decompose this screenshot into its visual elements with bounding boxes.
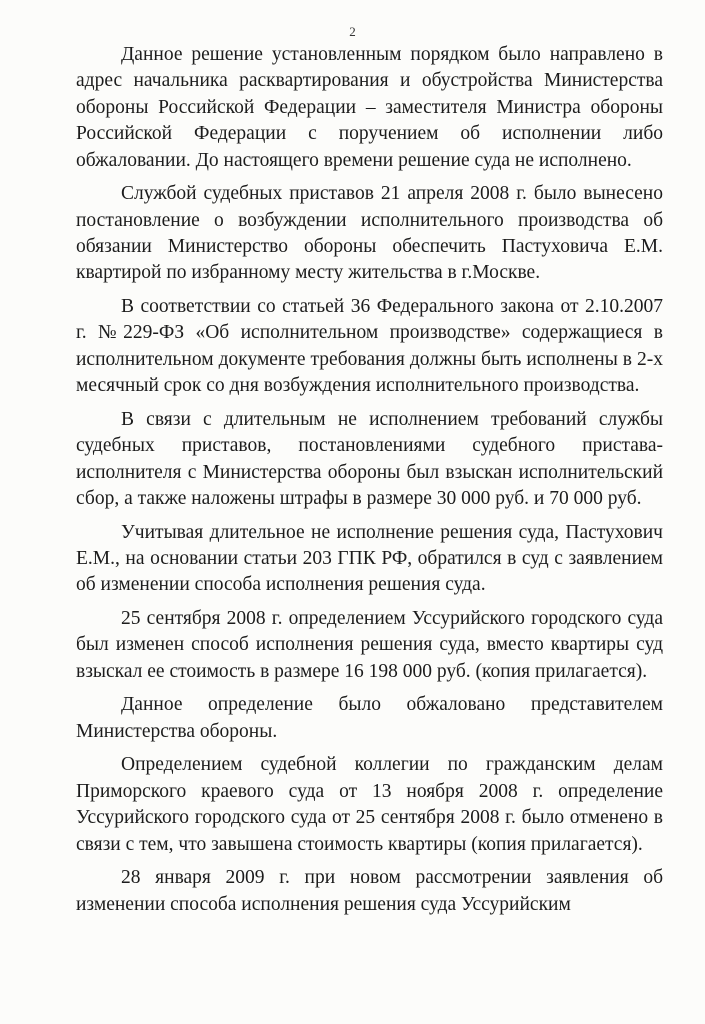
paragraph-9: 28 января 2009 г. при новом рассмотрении заявления об изменении способа исполнения решения суда Уссурийским: [76, 867, 663, 915]
paragraph-3: В соответствии со статьей 36 Федерального закона от 2.10.2007 г. №229-ФЗ «Об исполнительном производстве» содержащиеся в исполнительном документе требования должны быть исполнены в 2-х месячный срок со дня возбуждения исполнительного производства.: [76, 296, 663, 397]
paragraph-8: Определением судебной коллегии по гражданским делам Приморского краевого суда от 13 ноября 2008 г. определение Уссурийского городского суда от 25 сентября 2008 г. было отменено в связи с тем, что завышена стоимость квартиры (копия прилагается).: [76, 754, 663, 855]
document-body: [76, 42, 663, 918]
page-number: 2: [349, 24, 356, 39]
paragraph-1: Данное решение установленным порядком было направлено в адрес начальника расквартирования и обустройства Министерства обороны Российской Федерации – заместителя Министра обороны Российской Федерации с поручением об исполнении либо обжаловании. До настоящего времени решение суда не исполнено.: [76, 44, 663, 171]
paragraph-6: 25 сентября 2008 г. определением Уссурийского городского суда был изменен способ исполнения решения суда, вместо квартиры суд взыскал ее стоимость в размере 16 198 000 руб. (копия прилагается).: [76, 608, 663, 682]
paragraph-7: Данное определение было обжаловано представителем Министерства обороны.: [76, 694, 663, 742]
paragraph-4: В связи с длительным не исполнением требований службы судебных приставов, постановлениями судебного пристава-исполнителя с Министерства обороны был взыскан исполнительский сбор, а также наложены штрафы в размере 30 000 руб. и 70 000 руб.: [76, 408, 663, 510]
paragraph-2: Службой судебных приставов 21 апреля 2008 г. было вынесено постановление о возбуждении исполнительного производства об обязании Министерство обороны обеспечить Пастуховича Е.М. квартирой по избранному месту жительства в г.Москве.: [76, 183, 663, 284]
paragraph-5: Учитывая длительное не исполнение решения суда, Пастухович Е.М., на основании статьи 203 ГПК РФ, обратился в суд с заявлением об изменении способа исполнения решения суда.: [76, 521, 663, 596]
